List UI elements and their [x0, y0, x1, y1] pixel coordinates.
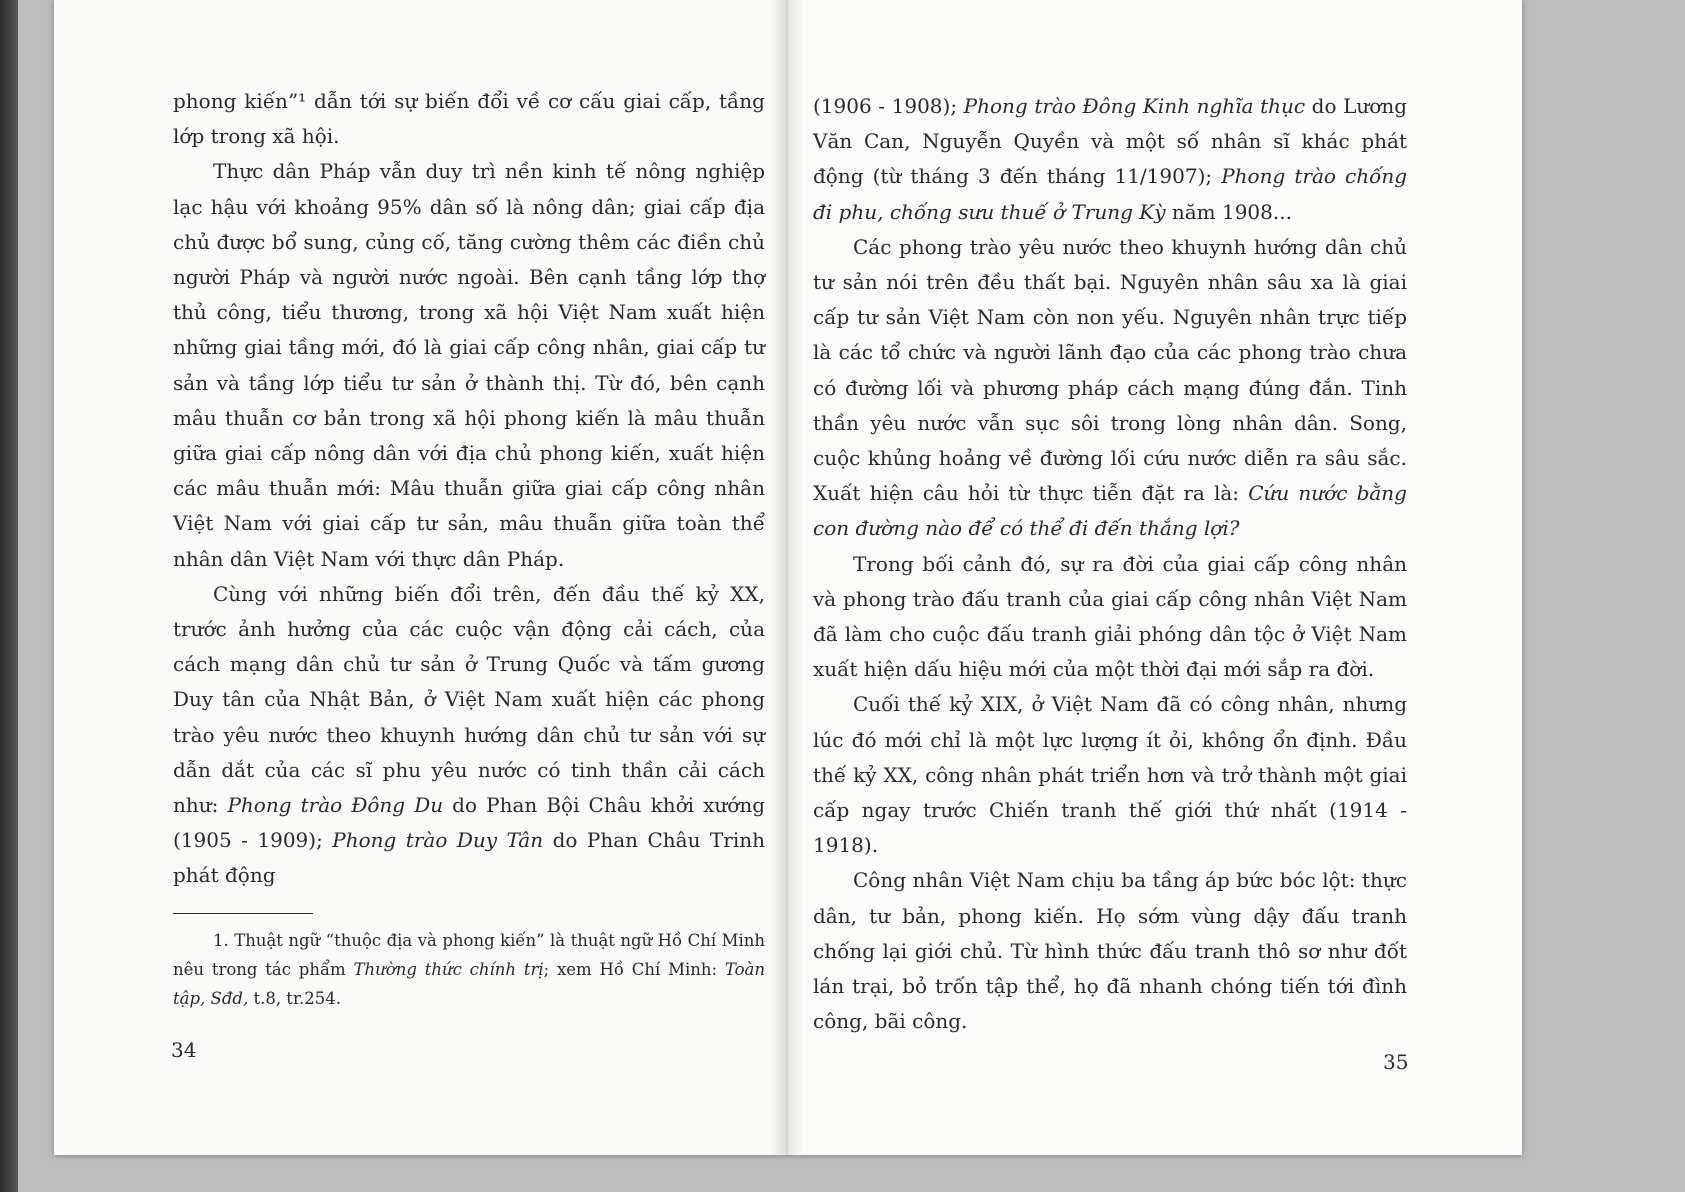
paragraph: phong kiến”¹ dẫn tới sự biến đổi về cơ cấu giai cấp, tầng lớp trong xã hội.: [173, 89, 765, 149]
italic-title: Phong trào Duy Tân: [332, 828, 544, 853]
text-run: ; xem Hồ Chí Minh:: [543, 960, 725, 979]
footnote-text: [173, 926, 765, 1013]
paragraph: [813, 230, 1407, 547]
text-run: do Lương Văn Can, Nguyễn Quyền và một số nhân sĩ khác phát động (từ tháng 3 đến tháng 11/1907);: [813, 94, 1407, 189]
text-run: do Phan Bội Châu khởi xướng (1905 - 1909);: [173, 793, 765, 853]
paragraph: [173, 577, 765, 894]
italic-title: Phong trào chống đi phu, chống sưu thuế ở Trung Kỳ: [813, 164, 1408, 224]
text-run: Các phong trào yêu nước theo khuynh hướng dân chủ tư sản nói trên đều thất bại. Nguyên nhân sâu xa là giai cấp tư sản Việt Nam còn non yếu. Nguyên nhân trực tiếp là các tổ chức và người lãnh đạo của các phong trào chưa có đường lối và phương pháp cách mạng đúng đắn. Tinh thần yêu nước vẫn sục sôi trong lòng nhân dân. Song, cuộc khủng hoảng về đường lối cứu nước diễn ra sâu sắc. Xuất hiện câu hỏi từ thực tiễn đặt ra là:: [813, 234, 1407, 506]
italic-question: Cứu nước bằng con đường nào để có thể đi đến thắng lợi?: [813, 481, 1407, 541]
text-run: Cùng với những biến đổi trên, đến đầu thế kỷ XX, trước ảnh hưởng của các cuộc vận động cải cách, của cách mạng dân chủ tư sản ở Trung Quốc và tấm gương Duy tân của Nhật Bản, ở Việt Nam xuất hiện các phong trào yêu nước theo khuynh hướng dân chủ tư sản với sự dẫn dắt của các sĩ phu yêu nước có tinh thần cải cách như:: [173, 581, 765, 818]
footnote-rule: [173, 913, 313, 914]
scanner-edge: [0, 0, 18, 1192]
left-page: [54, 0, 786, 1155]
page-number: 34: [171, 1038, 197, 1062]
paragraph: Công nhân Việt Nam chịu ba tầng áp bức bóc lột: thực dân, tư bản, phong kiến. Họ sớm vùng dậy đấu tranh chống lại giới chủ. Từ hình thức đấu tranh thô sơ như đốt lán trại, bỏ trốn tập thể, họ đã nhanh chóng tiến tới đình công, bãi công.: [813, 868, 1407, 1034]
left-page-body: [173, 84, 765, 894]
italic-title: Toàn tập, Sđd,: [173, 960, 766, 1008]
text-run: t.8, tr.254.: [248, 989, 341, 1008]
italic-title: Phong trào Đông Kinh nghĩa thục: [963, 94, 1306, 118]
paragraph: [813, 89, 1407, 230]
footnote: [173, 926, 765, 1013]
text-run: 1. Thuật ngữ “thuộc địa và phong kiến” là thuật ngữ Hồ Chí Minh nêu trong tác phẩm: [173, 931, 765, 979]
right-page-body: [813, 89, 1407, 1039]
text-run: do Phan Châu Trinh phát động: [173, 828, 765, 888]
paragraph: Trong bối cảnh đó, sự ra đời của giai cấp công nhân và phong trào đấu tranh của giai cấp công nhân Việt Nam đã làm cho cuộc đấu tranh giải phóng dân tộc ở Việt Nam xuất hiện dấu hiệu mới của một thời đại mới sắp ra đời.: [813, 551, 1407, 682]
book-gutter: [770, 0, 804, 1155]
italic-title: Phong trào Đông Du: [227, 793, 444, 818]
page-number: 35: [1383, 1050, 1409, 1074]
paragraph: Thực dân Pháp vẫn duy trì nền kinh tế nông nghiệp lạc hậu với khoảng 95% dân số là nông dân; giai cấp địa chủ được bổ sung, củng cố, tăng cường thêm các điền chủ người Pháp và người nước ngoài. Bên cạnh tầng lớp thợ thủ công, tiểu thương, trong xã hội Việt Nam xuất hiện những giai tầng mới, đó là giai cấp công nhân, giai cấp tư sản và tầng lớp tiểu tư sản ở thành thị. Từ đó, bên cạnh mâu thuẫn cơ bản trong xã hội phong kiến là mâu thuẫn giữa giai cấp nông dân với địa chủ phong kiến, xuất hiện các mâu thuẫn mới: Mâu thuẫn giữa giai cấp công nhân Việt Nam với giai cấp tư sản, mâu thuẫn giữa toàn thể nhân dân Việt Nam với thực dân Pháp.: [173, 159, 765, 571]
paragraph: Cuối thế kỷ XIX, ở Việt Nam đã có công nhân, nhưng lúc đó mới chỉ là một lực lượng ít ỏi, không ổn định. Đầu thế kỷ XX, công nhân phát triển hơn và trở thành một giai cấp ngay trước Chiến tranh thế giới thứ nhất (1914 - 1918).: [813, 692, 1407, 858]
italic-title: Thường thức chính trị: [353, 960, 544, 979]
text-run: năm 1908...: [1165, 199, 1292, 224]
right-page: [786, 0, 1522, 1155]
text-run: (1906 - 1908);: [813, 94, 964, 118]
